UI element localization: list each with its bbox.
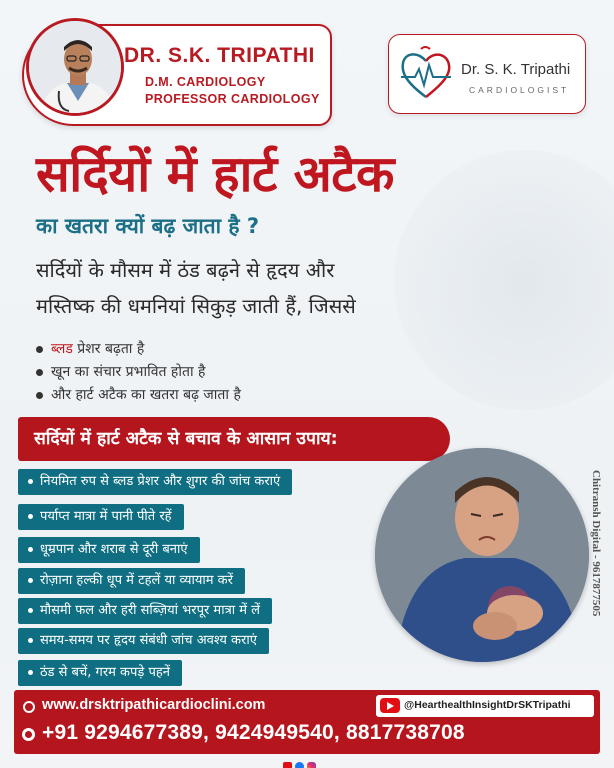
tip-item: मौसमी फल और हरी सब्ज़ियां भरपूर मात्रा में लें — [18, 598, 272, 624]
tip-item: धूम्रपान और शराब से दूरी बनाएं — [18, 537, 200, 563]
tip-item: समय-समय पर हृदय संबंधी जांच अवश्य कराएं — [18, 628, 269, 654]
bullet-text: खून का संचार प्रभावित होता है — [51, 364, 206, 380]
bullet-text: प्रेशर बढ़ता है — [72, 341, 145, 357]
tip-item: ठंड से बचें, गरम कपड़े पहनें — [18, 660, 182, 686]
doctor-photo — [26, 18, 124, 116]
list-item — [36, 361, 241, 384]
list-item — [36, 384, 241, 407]
instagram-icon[interactable] — [307, 762, 316, 768]
symptom-list — [36, 338, 241, 407]
chest-pain-photo — [375, 448, 589, 662]
youtube-icon — [380, 698, 400, 713]
logo-subtitle: CARDIOLOGIST — [469, 85, 570, 95]
paragraph-line-1: सर्दियों के मौसम में ठंड बढ़ने से हृदय और — [36, 258, 335, 282]
logo-name: Dr. S. K. Tripathi — [461, 61, 571, 78]
facebook-icon[interactable] — [295, 762, 304, 768]
social-icons — [283, 756, 319, 766]
tip-item: नियमित रुप से ब्लड प्रेशर और शुगर की जांच कराएं — [18, 469, 292, 495]
contact-footer — [14, 690, 600, 754]
heart-logo-icon — [397, 43, 455, 105]
bullet-text: और हार्ट अटैक का खतरा बढ़ जाता है — [51, 387, 241, 403]
phone-numbers[interactable]: +91 9294677389, 9424949540, 8817738708 — [42, 721, 465, 744]
doctor-name: DR. S.K. TRIPATHI — [124, 44, 315, 67]
doctor-title: PROFESSOR CARDIOLOGY — [145, 92, 320, 106]
tip-item: रोज़ाना हल्की धूप में टहलें या व्यायाम करें — [18, 568, 245, 594]
website-link[interactable]: www.drsktripathicardioclini.com — [42, 697, 266, 713]
youtube-icon[interactable] — [283, 762, 292, 768]
list-item — [36, 338, 241, 361]
subheadline: का खतरा क्यों बढ़ जाता है ? — [36, 214, 260, 238]
youtube-handle-box[interactable] — [376, 695, 594, 717]
paragraph-line-2: मस्तिष्क की धमनियां सिकुड़ जाती हैं, जिससे — [36, 294, 356, 318]
globe-icon — [23, 701, 35, 713]
headline: सर्दियों में हार्ट अटैक — [36, 145, 394, 203]
phone-icon — [22, 728, 35, 741]
youtube-handle: @HearthealthInsightDrSKTripathi — [404, 699, 571, 711]
bullet-highlight: ब्लड — [51, 341, 73, 357]
tip-item: पर्याप्त मात्रा में पानी पीते रहें — [18, 504, 184, 530]
logo-card — [388, 34, 586, 114]
banner-text: सर्दियों में हार्ट अटैक से बचाव के आसान उपाय: — [34, 429, 338, 449]
prevention-banner — [18, 417, 450, 461]
designer-credit: Chitransh Digital - 9617877505 — [590, 470, 602, 617]
doctor-degree: D.M. CARDIOLOGY — [145, 75, 266, 89]
